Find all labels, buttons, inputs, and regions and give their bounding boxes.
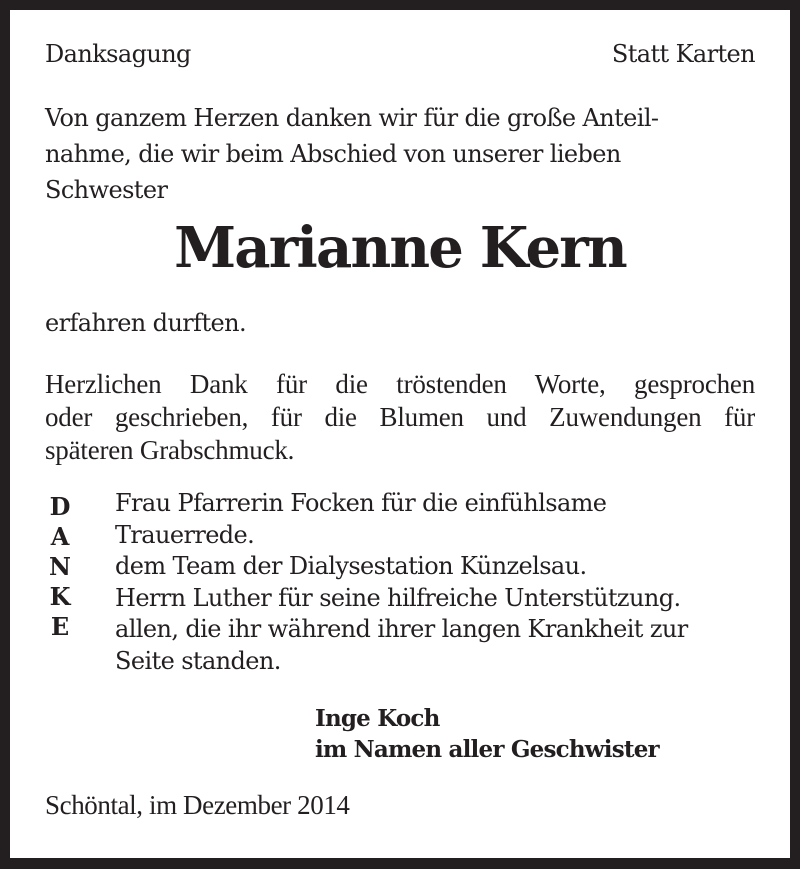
intro-paragraph xyxy=(45,100,658,208)
danke-list xyxy=(115,488,688,677)
obituary-notice xyxy=(10,10,790,858)
danke-line: allen, die ihr während ihrer langen Krankheit zur xyxy=(115,615,688,643)
danke-line: Seite standen. xyxy=(115,646,281,675)
header-title: Danksagung xyxy=(45,40,191,68)
danke-line: Herrn Luther für seine hilfreiche Unterstützung. xyxy=(115,583,681,612)
place-date: Schöntal, im Dezember 2014 xyxy=(45,790,350,820)
intro-line: Von ganzem Herzen danken wir für die große Anteil- xyxy=(45,104,659,132)
thanks-paragraph xyxy=(45,368,755,467)
danke-letter: N xyxy=(49,552,71,581)
intro-line: Schwester xyxy=(45,176,168,204)
after-name-text: erfahren durften. xyxy=(45,309,246,337)
danke-line: dem Team der Dialysestation Künzelsau. xyxy=(115,552,587,580)
danke-letter: A xyxy=(50,522,70,551)
header-note: Statt Karten xyxy=(611,40,755,68)
thanks-line: späteren Grabschmuck. xyxy=(45,435,295,465)
signature-block xyxy=(315,703,659,765)
thanks-line: oder geschrieben, für die Blumen und Zuwendungen für xyxy=(45,402,755,432)
danke-line: Trauerrede. xyxy=(115,520,255,549)
danke-letter: E xyxy=(50,612,70,641)
deceased-name: Marianne Kern xyxy=(174,215,626,281)
danke-line: Frau Pfarrerin Focken für die einfühlsame xyxy=(115,489,607,517)
danke-letter: K xyxy=(49,582,71,611)
danke-acrostic xyxy=(45,492,75,642)
thanks-line: Herzlichen Dank für die tröstenden Worte, gesprochen xyxy=(45,369,755,399)
intro-line: nahme, die wir beim Abschied von unserer lieben xyxy=(45,140,621,168)
signature-on-behalf: im Namen aller Geschwister xyxy=(315,736,659,763)
signature-name: Inge Koch xyxy=(315,705,440,732)
danke-letter: D xyxy=(49,492,71,521)
